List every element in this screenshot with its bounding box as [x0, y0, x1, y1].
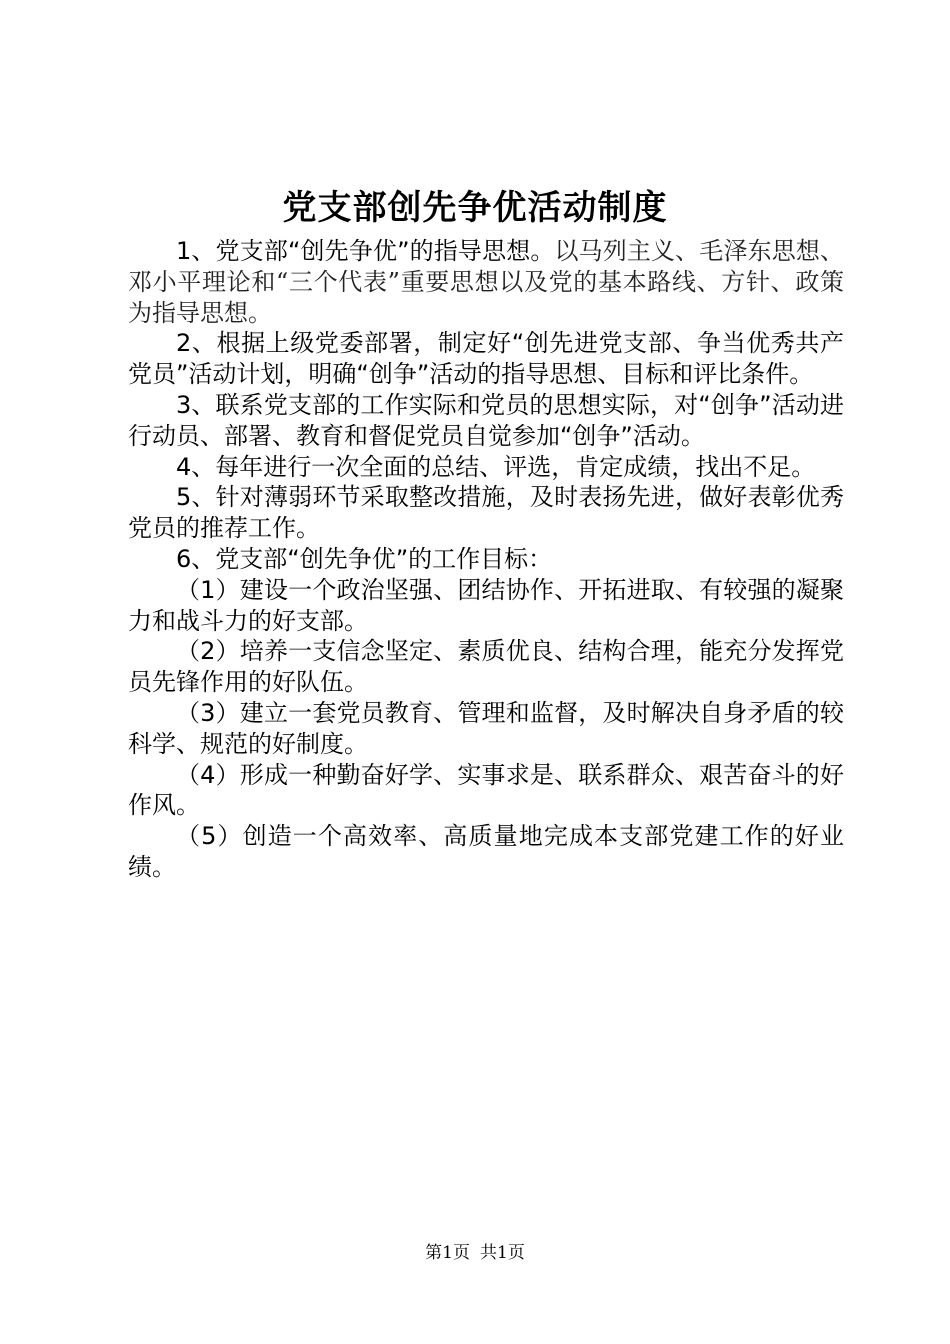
page-total: 共1页: [480, 1243, 525, 1263]
goal-item-3: （3）建立一套党员教育、管理和监督，及时解决自身矛盾的较科学、规范的好制度。: [128, 698, 844, 758]
goal-item-4: （4）形成一种勤奋好学、实事求是、联系群众、艰苦奋斗的好作风。: [128, 760, 844, 820]
paragraph-5: 5、针对薄弱环节采取整改措施，及时表扬先进，做好表彰优秀党员的推荐工作。: [128, 483, 844, 543]
paragraph-1-rest: 以马列主义、毛泽东思想、邓小平理论和“三个代表”重要思想以及党的基本路线、方针、政策为指导思想。: [128, 237, 844, 327]
paragraph-1: [128, 236, 844, 328]
paragraph-3: 3、联系党支部的工作实际和党员的思想实际，对“创争”活动进行动员、部署、教育和督促党员自觉参加“创争”活动。: [128, 390, 844, 450]
document-body: [128, 236, 844, 883]
document-title: 党支部创先争优活动制度: [282, 188, 668, 228]
goal-item-5: （5）创造一个高效率、高质量地完成本支部党建工作的好业绩。: [128, 822, 844, 881]
goal-item-1: （1）建设一个政治坚强、团结协作、开拓进取、有较强的凝聚力和战斗力的好支部。: [128, 575, 844, 635]
goal-item-2: （2）培养一支信念坚定、素质优良、结构合理，能充分发挥党员先锋作用的好队伍。: [128, 637, 844, 697]
paragraph-2: 2、根据上级党委部署，制定好“创先进党支部、争当优秀共产党员”活动计划，明确“创争”活动的指导思想、目标和评比条件。: [128, 329, 844, 389]
paragraph-6: 6、党支部“创先争优”的工作目标：: [176, 544, 553, 573]
paragraph-1-lead: 1、党支部“创先争优”的指导思想。: [176, 237, 555, 265]
page-footer: [0, 1238, 950, 1268]
page-number: 第1页: [425, 1243, 470, 1263]
paragraph-4: 4、每年进行一次全面的总结、评选，肯定成绩，找出不足。: [176, 452, 816, 481]
